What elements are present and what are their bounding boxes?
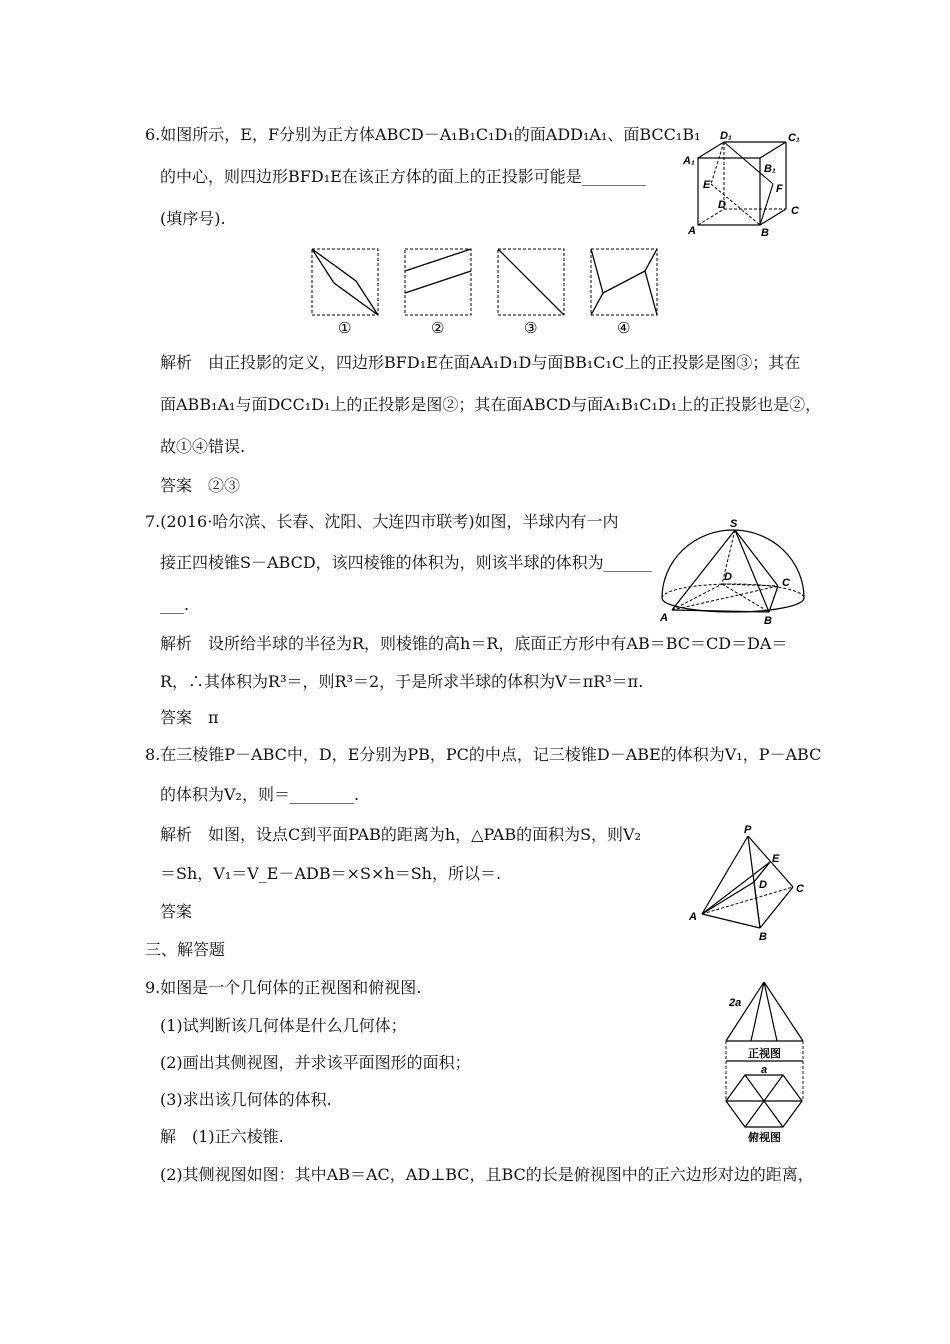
cube-label-D: D <box>718 199 726 211</box>
front-view-caption: 正视图 <box>748 1048 781 1060</box>
cube-label-E: E <box>703 179 711 191</box>
q9-line-5: 解 (1)正六棱锥. <box>160 1127 284 1146</box>
option-1-shape <box>312 249 378 315</box>
pyramid-figure <box>686 822 810 946</box>
q9-line-1: 9.如图是一个几何体的正视图和俯视图. <box>145 978 422 997</box>
cube-label-F: F <box>776 183 783 195</box>
q8-answer: 答案 <box>160 902 193 921</box>
top-view-label: a <box>761 1064 768 1076</box>
hemisphere-figure <box>658 514 810 626</box>
q9-line-6: (2)其侧视图如图：其中AB＝AC，AD⊥BC，且BC的长是俯视图中的正六边形对边的距离， <box>160 1165 814 1184</box>
q9-line-3: (2)画出其侧视图，并求该平面图形的面积； <box>160 1053 471 1072</box>
q9-line-4: (3)求出该几何体的体积. <box>160 1090 332 1109</box>
pyr-label-A: A <box>689 911 697 923</box>
cube-label-B: B <box>761 227 769 239</box>
q7-line-1: 7.(2016·哈尔滨、长春、沈阳、大连四市联考)如图，半球内有一内 <box>145 512 619 531</box>
views-figure <box>720 978 820 1142</box>
projection-options <box>306 245 670 337</box>
option-4-shape <box>591 249 603 315</box>
option-2-label: ② <box>431 319 445 337</box>
q8-line-1: 8.在三棱锥P－ABC中，D，E分别为PB，PC的中点，记三棱锥D－ABE的体积为V₁，P－ABC <box>145 745 822 764</box>
cube-label-B1: B₁ <box>764 163 776 175</box>
cube-label-A1: A₁ <box>683 155 695 167</box>
q7-line-2: 接正四棱锥S－ABCD，该四棱锥的体积为，则该半球的体积为______ <box>160 553 652 572</box>
section-heading: 三、解答题 <box>145 940 226 959</box>
pyr-label-D: D <box>759 879 767 891</box>
q8-line-2: 的体积为V₂，则＝________. <box>160 785 360 804</box>
cube-label-D1: D₁ <box>720 130 732 142</box>
option-3-label: ③ <box>524 319 538 337</box>
cube-label-A: A <box>688 225 696 237</box>
cube-label-C: C <box>791 205 799 217</box>
pyr-label-C: C <box>796 883 804 895</box>
q6-analysis-1: 解析 由正投影的定义，四边形BFD₁E在面AA₁D₁D与面BB₁C₁C上的正投影是图③；其在 <box>160 353 801 372</box>
pyr-label-B: B <box>759 931 767 943</box>
hemi-label-D: D <box>724 571 732 583</box>
option-1-label: ① <box>338 319 352 337</box>
hemi-label-B: B <box>764 615 772 626</box>
q7-line-3: ___. <box>160 595 190 614</box>
q6-line-3: (填序号). <box>160 209 226 228</box>
q7-answer: 答案 π <box>160 708 219 727</box>
q7-analysis-2: R，∴其体积为R³＝，则R³＝2，于是所求半球的体积为V＝πR³＝π. <box>160 672 644 691</box>
option-4-label: ④ <box>617 319 631 337</box>
hemi-label-C: C <box>782 577 790 589</box>
q6-line-1: 6.如图所示，E，F分别为正方体ABCD－A₁B₁C₁D₁的面ADD₁A₁、面BCC₁B₁ <box>145 125 701 144</box>
q6-analysis-3: 故①④错误. <box>160 437 246 456</box>
q8-analysis-2: ＝Sh，V₁＝V_E－ADB＝×S×h＝Sh，所以＝. <box>160 864 502 883</box>
q9-line-2: (1)试判断该几何体是什么几何体； <box>160 1016 407 1035</box>
cube-label-C1: C₁ <box>788 132 800 144</box>
pyr-label-E: E <box>772 853 780 865</box>
top-view-caption: 俯视图 <box>748 1132 781 1142</box>
q6-answer: 答案 ②③ <box>160 476 241 495</box>
q7-analysis-1: 解析 设所给半球的半径为R，则棱锥的高h＝R，底面正方形中有AB＝BC＝CD＝DA＝ <box>160 634 788 653</box>
hemi-label-A: A <box>660 612 668 624</box>
cube-figure <box>676 128 816 240</box>
front-view-label: 2a <box>729 997 742 1009</box>
q6-line-2: 的中心，则四边形BFD₁E在该正方体的面上的正投影可能是________ <box>160 167 646 186</box>
q8-analysis-1: 解析 如图，设点C到平面PAB的距离为h，△PAB的面积为S，则V₂ <box>160 825 642 844</box>
hemi-label-S: S <box>730 518 738 530</box>
pyr-label-P: P <box>744 824 752 836</box>
q6-analysis-2: 面ABB₁A₁与面DCC₁D₁上的正投影是图②；其在面ABCD与面A₁B₁C₁D₁上的正投影也是②， <box>160 395 822 414</box>
